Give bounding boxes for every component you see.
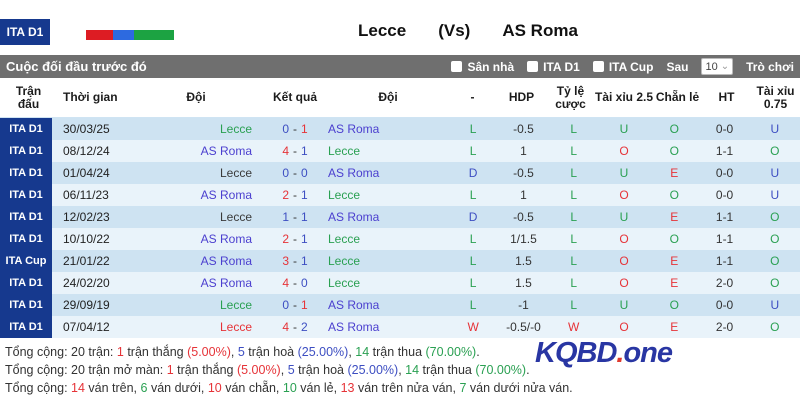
away-team-cell: AS Roma [328,320,380,334]
league-badge: ITA D1 [0,19,50,45]
summary-segment: ván lẻ, [296,381,341,395]
score-dash: - [293,122,297,136]
summary-segment: 14 [405,363,420,377]
over-under-075-cell: O [770,254,780,268]
column-header-2: Đội [186,90,206,104]
over-under-075-cell: U [770,298,780,312]
score-dash: - [293,232,297,246]
summary-segment: 1 [166,363,174,377]
table-row [0,206,800,228]
away-team-cell: AS Roma [328,298,380,312]
checkbox-label: ITA D1 [543,59,580,74]
column-header-0: Trận đấu [15,83,42,111]
score-dash: - [293,276,297,290]
home-team-cell: AS Roma [200,232,252,246]
away-team-cell: Lecce [328,144,361,158]
odd-even-cell: E [670,166,679,180]
home-team-cell: Lecce [219,210,252,224]
result-cell: L [469,122,477,136]
table-row [0,140,800,162]
over-under-cell: O [619,188,629,202]
summary-lines [5,343,800,397]
summary-segment: , [230,345,238,359]
odds-cell: L [570,122,578,136]
summary-segment: ván dưới nửa ván. [466,381,573,395]
summary-segment: 10 [207,381,222,395]
home-score: 3 [282,254,289,268]
score-cell [262,272,328,294]
home-score: 2 [282,188,289,202]
chevron-down-icon: ⌄ [720,60,730,72]
score-cell [262,184,328,206]
halftime-cell: 1-1 [715,144,734,158]
filter-checkbox-group [451,60,653,74]
column-header-8: Tài xỉu 2.5 [594,90,654,104]
score-dash: - [293,188,297,202]
summary-segment: 10 [282,381,297,395]
summary-segment: , [280,363,288,377]
hdp-cell: -1 [518,298,529,312]
league-cell: ITA D1 [0,206,52,228]
home-team-cell: Lecce [219,298,252,312]
league-cell: ITA Cup [0,250,52,272]
checkbox-label: Sân nhà [467,59,515,74]
odds-cell: L [570,188,578,202]
summary-segment: (25.00%) [297,345,349,359]
summary-segment: Tổng cộng: [5,381,72,395]
over-under-cell: U [619,166,629,180]
summary-segment: trận thua [419,363,476,377]
odds-cell: L [570,166,578,180]
home-score: 4 [282,320,289,334]
away-team-cell: Lecce [328,276,361,290]
over-under-cell: U [619,298,629,312]
away-team-cell: AS Roma [328,122,380,136]
score-cell [262,118,328,140]
hdp-cell: -0.5/-0 [506,320,541,334]
halftime-cell: 1-1 [715,210,734,224]
summary-segment: 5 [237,345,245,359]
odd-even-cell: O [669,188,679,202]
column-header-9: Chẵn lẻ [655,90,700,104]
table-row [0,250,800,272]
over-under-075-cell: O [770,320,780,334]
summary-segment: 13 [340,381,355,395]
halftime-cell: 0-0 [715,122,734,136]
logo-text-1: KQBD [535,337,617,369]
score-dash: - [293,298,297,312]
summary-line-3 [5,379,800,397]
hdp-cell: 1 [520,188,527,202]
table-row [0,272,800,294]
logo-dot: . [616,337,624,369]
over-under-075-cell: U [770,122,780,136]
halftime-cell: 0-0 [715,166,734,180]
summary-segment: (70.00%) [425,345,477,359]
home-score: 1 [282,210,289,224]
summary-segment: (5.00%) [187,345,231,359]
odd-even-cell: O [669,232,679,246]
summary-segment: (25.00%) [347,363,399,377]
table-row [0,118,800,140]
kqbd-logo [535,337,673,369]
home-team-cell: Lecce [219,166,252,180]
vs-label: (Vs) [438,21,471,40]
hdp-cell: -0.5 [513,166,534,180]
away-score: 1 [301,144,308,158]
summary-segment: Tổng cộng: 20 trận mở màn: [5,363,167,377]
section-title: Cuộc đối đầu trước đó [6,59,147,74]
summary-segment: (5.00%) [236,363,281,377]
score-cell [262,228,328,250]
league-cell: ITA D1 [0,272,52,294]
home-team-cell: AS Roma [200,188,252,202]
home-team-cell: AS Roma [200,276,252,290]
odd-even-cell: O [669,298,679,312]
home-team-cell: AS Roma [200,144,252,158]
odd-even-cell: O [669,122,679,136]
result-cell: L [469,254,477,268]
filter-checkbox-ita-cup[interactable] [593,60,654,74]
games-count-select[interactable] [701,58,733,75]
odds-cell: L [570,276,578,290]
odds-cell: L [570,298,578,312]
over-under-075-cell: U [770,166,780,180]
halftime-cell: 0-0 [715,298,734,312]
summary-segment: 14 [71,381,85,395]
date-cell: 08/12/24 [63,144,110,158]
away-team-cell: Lecce [328,188,361,202]
date-cell: 01/04/24 [63,166,110,180]
result-cell: L [469,232,477,246]
score-dash: - [293,144,297,158]
date-cell: 29/09/19 [63,298,110,312]
result-cell: L [469,144,477,158]
checkbox-icon [527,61,538,72]
games-count-value: 10 [705,60,718,73]
hdp-cell: -0.5 [513,122,534,136]
summary-segment: 1 [116,345,124,359]
summary-segment: trận thua [369,345,426,359]
summary-segment: ván trên nửa ván, [354,381,460,395]
filter-checkbox-sân-nhà[interactable] [451,60,514,74]
score-cell [262,206,328,228]
result-cell: W [467,320,479,334]
table-body [0,118,800,338]
summary-segment: Tổng cộng: 20 trận: [5,345,117,359]
score-dash: - [293,254,297,268]
away-score: 0 [301,166,308,180]
over-under-075-cell: O [770,232,780,246]
summary-segment: ván chẵn, [221,381,283,395]
league-cell: ITA D1 [0,228,52,250]
result-cell: L [469,188,477,202]
column-header-6: HDP [508,90,535,104]
over-under-cell: O [619,144,629,158]
halftime-cell: 1-1 [715,254,734,268]
league-cell: ITA D1 [0,118,52,140]
over-under-075-cell: O [770,210,780,224]
column-header-3: Kết quả [272,90,317,104]
summary-segment: ván dưới, [147,381,208,395]
hdp-cell: 1 [520,144,527,158]
score-cell [262,140,328,162]
odds-cell: W [568,320,580,334]
summary-footer [0,338,800,397]
date-cell: 24/02/20 [63,276,110,290]
home-team-title: Lecce [358,21,407,40]
score-dash: - [293,166,297,180]
halftime-cell: 1-1 [715,232,734,246]
score-cell [262,316,328,338]
home-team-cell: Lecce [219,122,252,136]
score-cell [262,162,328,184]
date-cell: 10/10/22 [63,232,110,246]
away-team-title: AS Roma [502,21,578,40]
halftime-cell: 2-0 [715,320,734,334]
odds-cell: L [570,210,578,224]
score-cell [262,294,328,316]
logo-text-2: one [623,337,673,369]
away-score: 1 [301,298,308,312]
date-cell: 07/04/12 [63,320,110,334]
match-header [0,0,800,55]
score-dash: - [293,210,297,224]
home-score: 2 [282,232,289,246]
score-cell [262,250,328,272]
over-under-cell: O [619,276,629,290]
column-header-10: HT [718,90,735,104]
home-score: 0 [282,298,289,312]
away-score: 1 [301,232,308,246]
summary-segment: 14 [355,345,370,359]
score-dash: - [293,320,297,334]
flag-blue-stripe [113,30,134,40]
over-under-075-cell: U [770,188,780,202]
league-cell: ITA D1 [0,184,52,206]
league-cell: ITA D1 [0,294,52,316]
result-cell: L [469,276,477,290]
odds-cell: L [570,254,578,268]
flag-green-stripe [134,30,174,40]
odd-even-cell: E [670,210,679,224]
date-cell: 30/03/25 [63,122,110,136]
league-cell: ITA D1 [0,140,52,162]
home-score: 4 [282,276,289,290]
summary-segment: ván trên, [84,381,141,395]
column-header-1: Thời gian [63,90,118,104]
column-header-11: Tài xỉu 0.75 [756,83,795,111]
summary-line-1 [5,343,800,361]
table-row [0,162,800,184]
hdp-cell: 1.5 [515,254,532,268]
summary-segment: . [476,345,480,359]
after-label: Sau [666,59,689,74]
result-cell: D [468,166,478,180]
table-row [0,228,800,250]
summary-segment: trận thắng [123,345,188,359]
column-header-5: - [470,90,475,104]
home-team-cell: Lecce [219,320,252,334]
date-cell: 21/01/22 [63,254,110,268]
away-score: 1 [301,254,308,268]
table-header [0,78,800,118]
checkbox-label: ITA Cup [608,59,654,74]
over-under-cell: U [619,122,629,136]
over-under-075-cell: O [770,144,780,158]
result-cell: L [469,298,477,312]
home-score: 0 [282,166,289,180]
table-row [0,294,800,316]
hdp-cell: 1.5 [515,276,532,290]
odds-cell: L [570,144,578,158]
summary-segment: 6 [140,381,148,395]
away-team-cell: AS Roma [328,166,380,180]
table-row [0,184,800,206]
italy-flag-icon [86,30,174,40]
flag-red-stripe [86,30,113,40]
odds-cell: L [570,232,578,246]
summary-segment: , [398,363,406,377]
odd-even-cell: O [669,144,679,158]
odd-even-cell: E [670,254,679,268]
checkbox-icon [593,61,604,72]
halftime-cell: 0-0 [715,188,734,202]
summary-segment: , [348,345,356,359]
home-score: 0 [282,122,289,136]
table-row [0,316,800,338]
home-team-cell: AS Roma [200,254,252,268]
over-under-cell: O [619,254,629,268]
summary-segment: 7 [459,381,467,395]
away-score: 1 [301,122,308,136]
league-cell: ITA D1 [0,316,52,338]
over-under-cell: O [619,320,629,334]
summary-segment: . [526,363,530,377]
away-score: 0 [301,276,308,290]
column-header-7: Tỷ lệ cược [555,83,586,111]
away-team-cell: Lecce [328,232,361,246]
away-score: 1 [301,210,308,224]
away-team-cell: AS Roma [328,210,380,224]
halftime-cell: 2-0 [715,276,734,290]
odd-even-cell: E [670,320,679,334]
over-under-075-cell: O [770,276,780,290]
checkbox-icon [451,61,462,72]
away-team-cell: Lecce [328,254,361,268]
result-cell: D [468,210,478,224]
over-under-cell: O [619,232,629,246]
league-cell: ITA D1 [0,162,52,184]
summary-line-2 [5,361,800,379]
date-cell: 12/02/23 [63,210,110,224]
home-score: 4 [282,144,289,158]
summary-segment: trận hoà [294,363,348,377]
summary-segment: trận thắng [173,363,237,377]
summary-segment: 5 [287,363,295,377]
odd-even-cell: E [670,276,679,290]
away-score: 2 [301,320,308,334]
away-score: 1 [301,188,308,202]
summary-segment: trận hoà [244,345,298,359]
date-cell: 06/11/23 [63,188,109,202]
over-under-cell: U [619,210,629,224]
column-header-4: Đội [378,90,398,104]
summary-segment: (70.00%) [475,363,527,377]
hdp-cell: -0.5 [513,210,534,224]
filter-toolbar [0,55,800,78]
filter-controls [451,58,794,75]
games-label: Trò chơi [746,59,794,74]
hdp-cell: 1/1.5 [510,232,537,246]
page-title [358,21,578,41]
filter-checkbox-ita-d1[interactable] [527,60,580,74]
